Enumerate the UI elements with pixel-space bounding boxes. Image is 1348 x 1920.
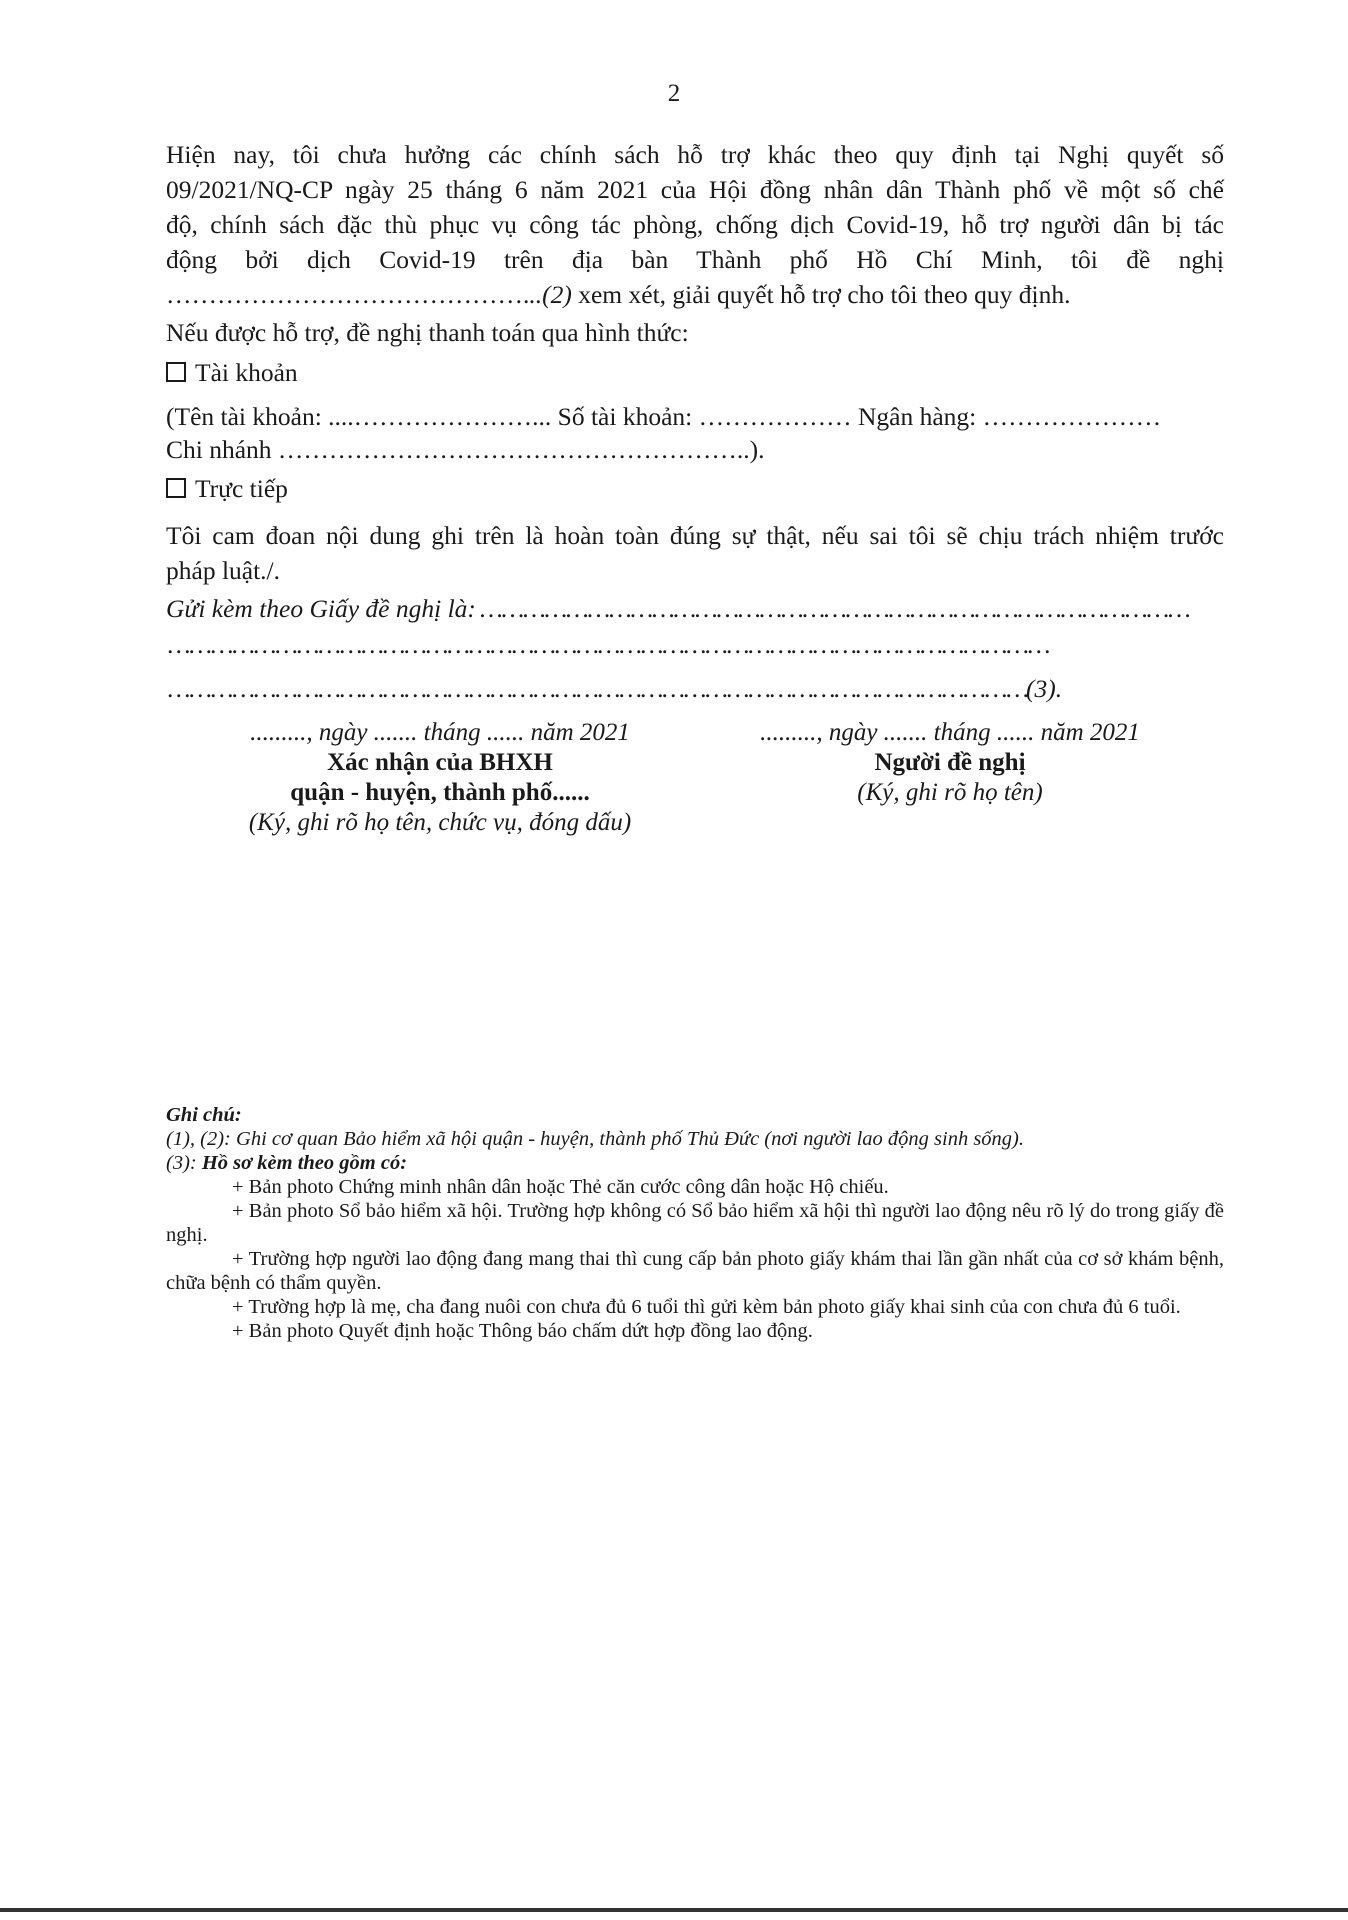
paragraph-line: động bởi dịch Covid-19 trên địa bàn Thành phố Hồ Chí Minh, tôi đề nghị [166, 245, 1224, 274]
signature-title: quận - huyện, thành phố...... [290, 779, 590, 806]
notes-section [166, 1103, 1224, 1343]
paragraph-line: độ, chính sách đặc thù phục vụ công tác phòng, chống dịch Covid-19, hỗ trợ người dân bị tác [166, 210, 1224, 239]
paragraph-line [166, 277, 1224, 312]
payment-option-account[interactable] [166, 358, 298, 388]
note-list-item: + Trường hợp người lao động đang mang thai thì cung cấp bản photo giấy khám thai lần gần nhất của cơ sở khám bệnh, chữa bệnh có thẩm quyền. [166, 1248, 1224, 1294]
attachments-line [166, 674, 1062, 704]
fill-in-dots: ……………………………………………………………………………………… [475, 594, 1188, 623]
note-list-item: + Trường hợp là mẹ, cha đang nuôi con chưa đủ 6 tuổi thì gửi kèm bản photo giấy khai sinh của con chưa đủ 6 tuổi. [232, 1296, 1181, 1318]
attachments-line: …………………………………………………………………………………………………………… [166, 630, 1048, 659]
paragraph-line: Tôi cam đoan nội dung ghi trên là hoàn toàn đúng sự thật, nếu sai tôi sẽ chịu trách nhiệm trước [166, 521, 1224, 550]
note-prefix: (3): [166, 1152, 202, 1174]
commitment-paragraph [166, 518, 1224, 588]
reference-mark: ..(2) [529, 280, 572, 309]
branch-line: Chi nhánh ………………………………………………..). [166, 435, 765, 464]
page-number: 2 [667, 80, 681, 107]
date-line: ........., ngày ....... tháng ...... năm 2021 [760, 719, 1140, 746]
note-label: Hồ sơ kèm theo gồm có: [201, 1152, 408, 1174]
signature-instruction: (Ký, ghi rõ họ tên) [857, 779, 1043, 806]
date-line: ........., ngày ....... tháng ...... năm 2021 [250, 719, 630, 746]
checkbox-icon[interactable] [166, 478, 186, 498]
signature-left [190, 718, 690, 838]
reference-mark: (3). [1026, 674, 1063, 703]
signature-title: Xác nhận của BHXH [327, 749, 553, 776]
paragraph-line: 09/2021/NQ-CP ngày 25 tháng 6 năm 2021 của Hội đồng nhân dân Thành phố về một số chế [166, 175, 1224, 204]
note-list-item: + Bản photo Quyết định hoặc Thông báo chấm dứt hợp đồng lao động. [232, 1320, 813, 1342]
checkbox-icon[interactable] [166, 362, 186, 382]
signature-title: Người đề nghị [874, 749, 1026, 776]
note-list-item: + Bản photo Chứng minh nhân dân hoặc Thẻ căn cước công dân hoặc Hộ chiếu. [232, 1176, 889, 1198]
attachments-line [166, 594, 1188, 624]
signature-right [720, 718, 1180, 808]
notes-heading: Ghi chú: [166, 1104, 242, 1126]
bottom-scan-edge [0, 1908, 1348, 1912]
option-label: Tài khoản [195, 358, 298, 387]
paragraph-text: xem xét, giải quyết hỗ trợ cho tôi theo quy định. [571, 280, 1071, 309]
paragraph-line: Hiện nay, tôi chưa hưởng các chính sách hỗ trợ khác theo quy định tại Nghị quyết số [166, 140, 1224, 169]
attachments-label: Gửi kèm theo Giấy đề nghị là: [166, 594, 476, 623]
option-label: Trực tiếp [195, 474, 288, 503]
account-details: (Tên tài khoản: ....…………………... Số tài khoản: ……………… Ngân hàng: ………………… [166, 402, 1162, 431]
note-item: (1), (2): Ghi cơ quan Bảo hiểm xã hội quận - huyện, thành phố Thủ Đức (nơi người lao động sinh sống). [166, 1128, 1024, 1150]
request-paragraph [166, 137, 1224, 312]
fill-in-dots: ……………………………………. [166, 280, 530, 309]
fill-in-dots: ………………………………………………………………………………………………………… [166, 674, 1026, 703]
note-item [166, 1151, 1224, 1175]
note-list-item: + Bản photo Sổ bảo hiểm xã hội. Trường hợp không có Sổ bảo hiểm xã hội thì người lao động nêu rõ lý do trong giấy đề nghị. [166, 1200, 1224, 1246]
signature-instruction: (Ký, ghi rõ họ tên, chức vụ, đóng dấu) [248, 809, 632, 836]
paragraph-line: pháp luật./. [166, 556, 281, 585]
payment-intro: Nếu được hỗ trợ, đề nghị thanh toán qua hình thức: [166, 318, 689, 347]
payment-option-direct[interactable] [166, 474, 288, 504]
